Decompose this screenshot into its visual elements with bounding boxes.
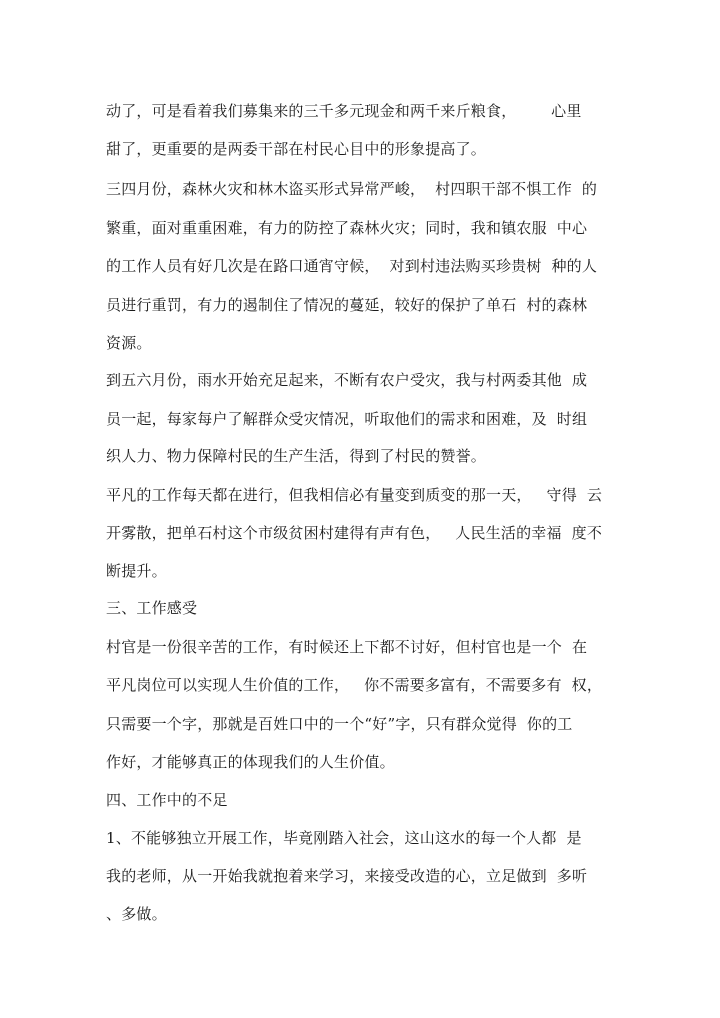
text-line: 资源。 [106, 334, 152, 352]
text-line: 开雾散，把单石村这个市级贫困村建得有声有色， 人民生活的幸福 度不 [106, 524, 603, 542]
text-line: 1、不能够独立开展工作，毕竟刚踏入社会，这山这水的每一个人都 是 [106, 829, 582, 847]
text-line: 我的老师，从一开始我就抱着来学习，来接受改造的心，立足做到 多听 [106, 867, 588, 885]
text-line: 、多做。 [106, 905, 167, 923]
text-line: 作好，才能够真正的体现我们的人生价值。 [106, 753, 395, 771]
text-line: 员一起，每家每户了解群众受灾情况，听取他们的需求和困难，及 时组 [106, 410, 588, 428]
text-line: 动了，可是看着我们募集来的三千多元现金和两千来斤粮食， 心里 [106, 102, 582, 120]
text-line: 平凡岗位可以实现人生价值的工作， 你不需要多富有，不需要多有 权， [106, 676, 603, 694]
section-heading: 三、工作感受 [106, 599, 198, 617]
text-line: 村官是一份很辛苦的工作，有时候还上下都不讨好，但村官也是一个 在 [106, 638, 588, 656]
text-line: 三四月份，森林火灾和林木盗买形式异常严峻， 村四职干部不惧工作 的 [106, 180, 598, 198]
section-heading: 四、工作中的不足 [106, 791, 228, 809]
text-line: 只需要一个字，那就是百姓口中的一个“好”字，只有群众觉得 你的工 [106, 715, 573, 733]
text-line: 平凡的工作每天都在进行，但我相信必有量变到质变的那一天， 守得 云 [106, 486, 603, 504]
text-line: 繁重，面对重重困难，有力的防控了森林火灾；同时，我和镇农服 中心 [106, 219, 588, 237]
text-line: 员进行重罚，有力的遏制住了情况的蔓延，较好的保护了单石 村的森林 [106, 296, 588, 314]
text-line: 的工作人员有好几次是在路口通宵守候， 对到村违法购买珍贵树 种的人 [106, 257, 598, 275]
text-line: 甜了，更重要的是两委干部在村民心目中的形象提高了。 [106, 140, 487, 158]
text-line: 断提升。 [106, 562, 167, 580]
text-line: 织人力、物力保障村民的生产生活，得到了村民的赞誉。 [106, 447, 487, 465]
text-line: 到五六月份，雨水开始充足起来，不断有农户受灾，我与村两委其他 成 [106, 371, 588, 389]
